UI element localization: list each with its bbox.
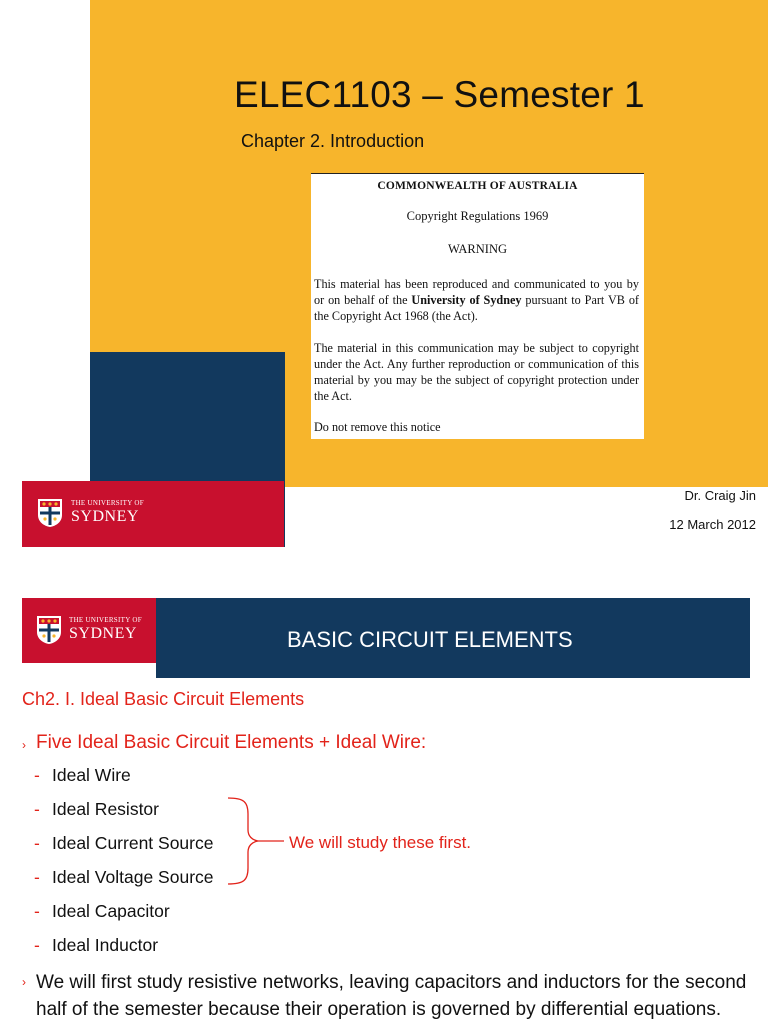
title-banner xyxy=(156,598,750,678)
bullet-arrow-icon: › xyxy=(22,738,26,752)
notice-university-name: University of Sydney xyxy=(411,293,522,307)
logo-sydney: SYDNEY xyxy=(71,508,139,525)
study-note: We will study these first. xyxy=(289,833,472,852)
presentation-date: 12 March 2012 xyxy=(669,517,756,532)
curly-brace-icon xyxy=(226,796,286,886)
list-item-label: Ideal Voltage Source xyxy=(52,867,214,887)
section-heading: Ch2. I. Ideal Basic Circuit Elements xyxy=(22,689,305,709)
slide-subtitle: Chapter 2. Introduction xyxy=(241,131,425,151)
content-slide xyxy=(0,562,768,1024)
notice-paragraph-1 xyxy=(314,276,639,324)
notice-warning: WARNING xyxy=(447,242,508,256)
banner-title: BASIC CIRCUIT ELEMENTS xyxy=(287,627,573,652)
notice-heading: COMMONWEALTH OF AUSTRALIA xyxy=(377,180,578,192)
dash-icon: - xyxy=(34,765,40,785)
elements-list xyxy=(34,765,214,969)
logo-university-of: THE UNIVERSITY OF xyxy=(71,499,144,507)
dash-icon: - xyxy=(34,867,40,887)
list-item xyxy=(34,799,214,833)
list-item xyxy=(34,901,214,935)
dash-icon: - xyxy=(34,833,40,853)
copyright-notice xyxy=(311,173,644,439)
list-item xyxy=(34,867,214,901)
dash-icon: - xyxy=(34,799,40,819)
logo-sydney: SYDNEY xyxy=(69,625,137,642)
university-crest-icon xyxy=(37,498,63,528)
university-logo-small xyxy=(22,598,156,663)
list-item xyxy=(34,935,214,969)
list-item xyxy=(34,833,214,867)
list-item-label: Ideal Capacitor xyxy=(52,901,170,921)
list-item-label: Ideal Inductor xyxy=(52,935,159,955)
body-paragraph: We will first study resistive networks, leaving capacitors and inductors for the second half of the semester because their operation is governed by differential equations. xyxy=(36,972,747,1020)
list-item-label: Ideal Resistor xyxy=(52,799,159,819)
list-item-label: Ideal Current Source xyxy=(52,833,214,853)
university-logo xyxy=(22,481,284,547)
dash-icon: - xyxy=(34,901,40,921)
slide-title: ELEC1103 – Semester 1 xyxy=(234,74,645,115)
logo-university-of: THE UNIVERSITY OF xyxy=(69,616,142,624)
notice-paragraph-1-end: pursuant to Part VB of the Copyright Act 1968 (the Act). xyxy=(314,293,639,323)
author-name: Dr. Craig Jin xyxy=(684,488,756,503)
dash-icon: - xyxy=(34,935,40,955)
notice-regulations: Copyright Regulations 1969 xyxy=(406,209,549,223)
list-item-label: Ideal Wire xyxy=(52,765,131,785)
notice-paragraph-3: Do not remove this notice xyxy=(314,420,441,434)
bullet-arrow-icon: › xyxy=(22,975,26,989)
main-bullet: Five Ideal Basic Circuit Elements + Ideal Wire: xyxy=(36,732,427,753)
notice-paragraph-1-start: This material has been reproduced and communicated to you by or on behalf of the xyxy=(314,277,639,307)
notice-paragraph-2: The material in this communication may be subject to copyright under the Act. Any further reproduction or communication of this material by you may be the subject of copyright protection under the Act. xyxy=(314,341,639,403)
university-crest-icon xyxy=(36,615,62,645)
list-item xyxy=(34,765,214,799)
